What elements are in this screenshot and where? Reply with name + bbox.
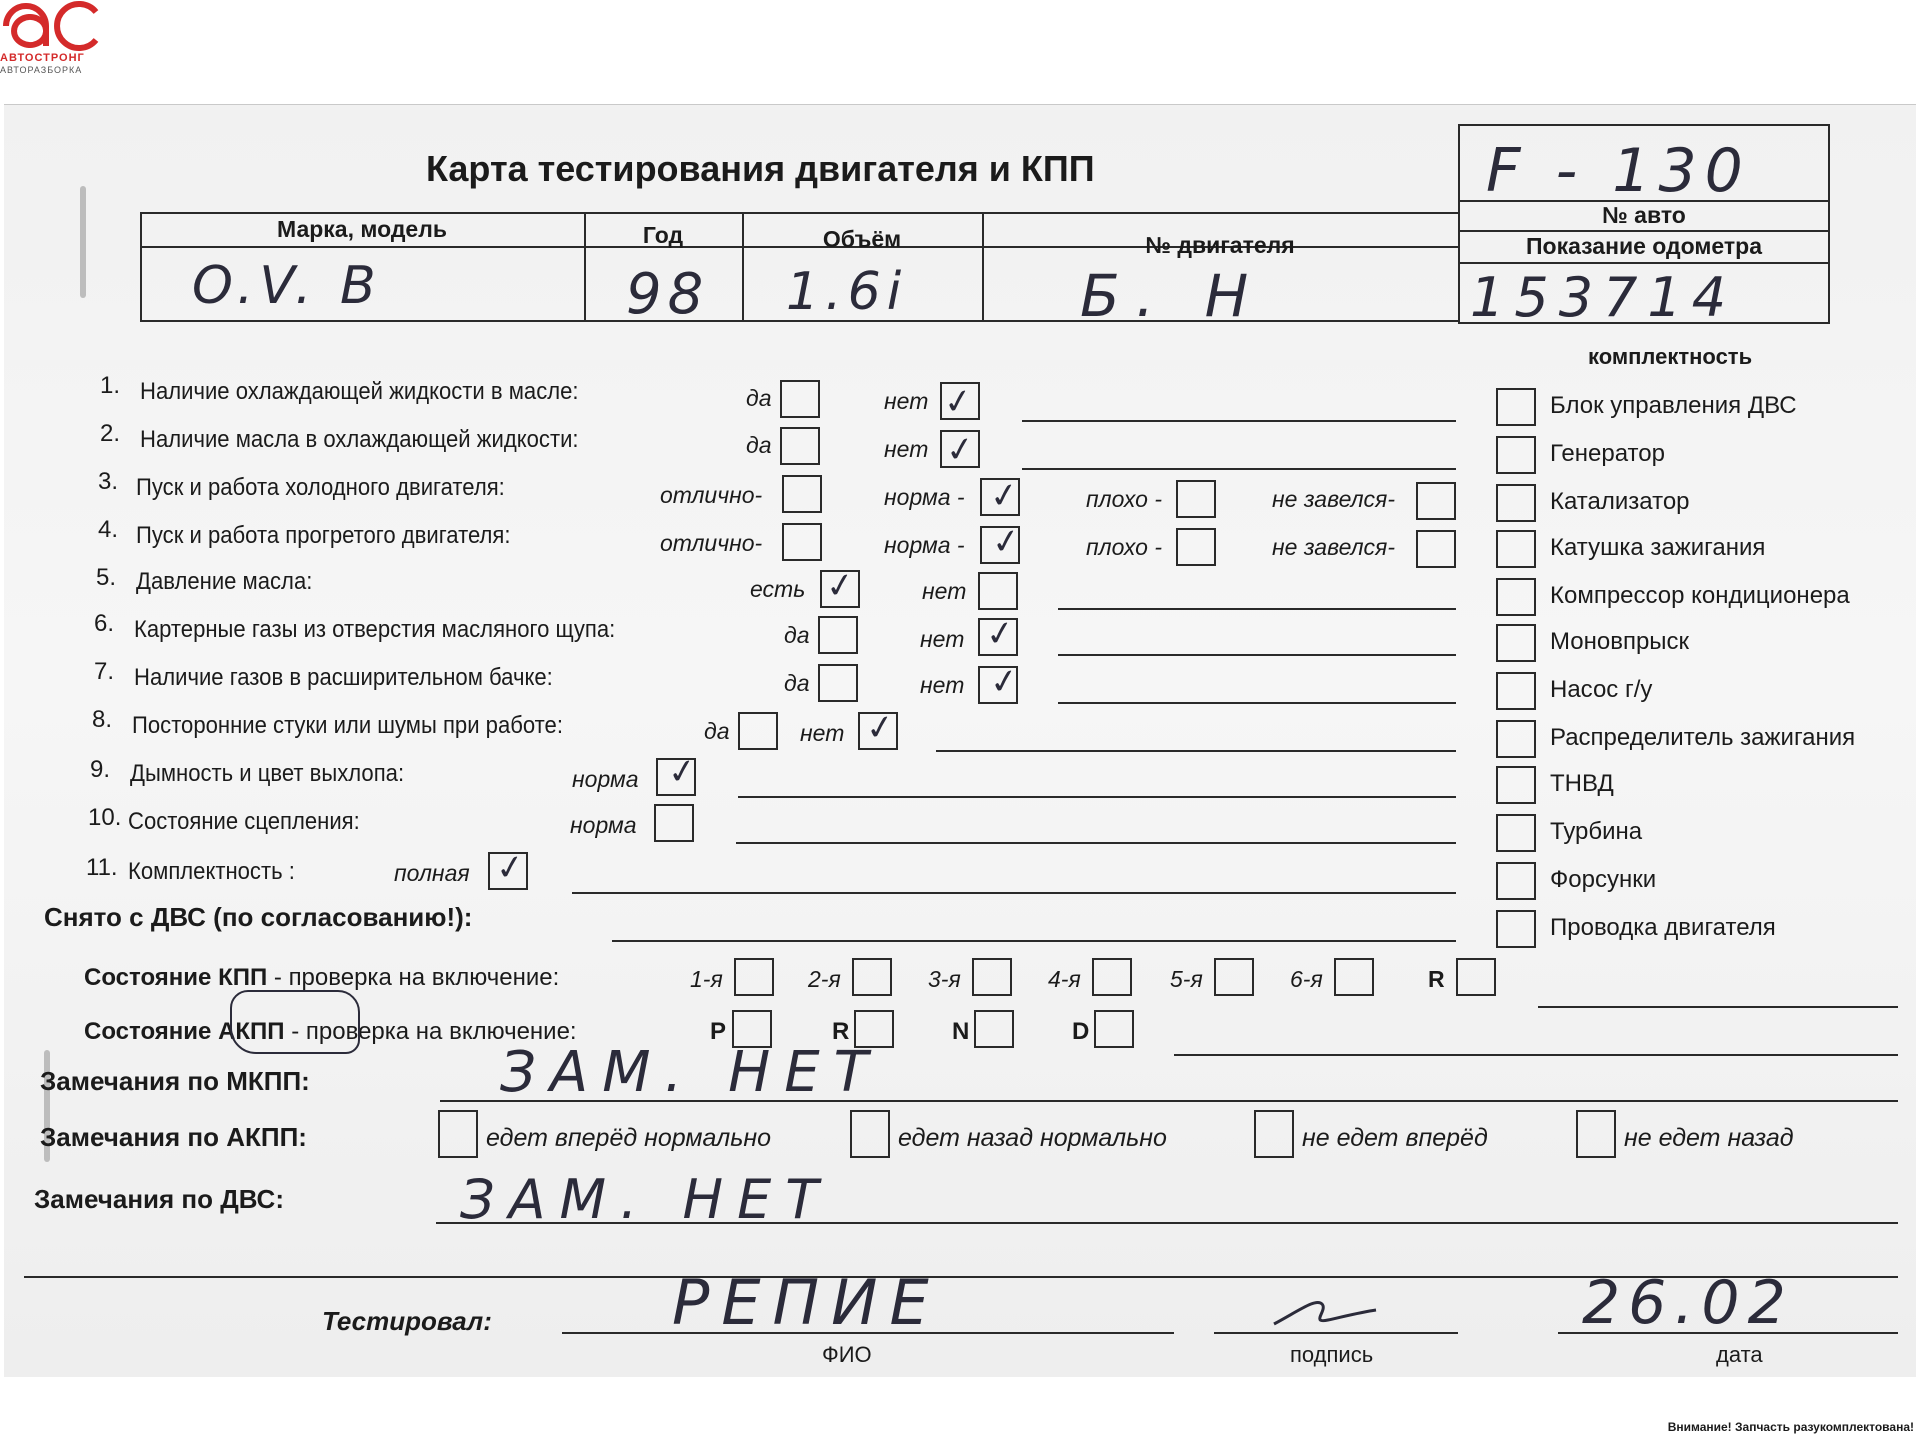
notes-line [1058, 702, 1456, 704]
tick-mark: ✓ [941, 380, 976, 424]
dvs-remarks-line [436, 1222, 1898, 1224]
odometer-label: Показание одометра [1526, 233, 1762, 259]
akpp-remark-checkbox[interactable] [438, 1110, 478, 1158]
akpp-remark-label: едет назад нормально [898, 1124, 1167, 1152]
akpp-mode-label: P [710, 1018, 727, 1045]
form-title: Карта тестирования двигателя и КПП [426, 148, 1095, 189]
akpp-label-bold: Состояние АКПП [84, 1018, 285, 1045]
option-label: норма [572, 766, 639, 792]
akpp-mode-label: R [832, 1018, 850, 1045]
akpp-remark-checkbox[interactable] [850, 1110, 890, 1158]
notes-line [738, 796, 1456, 798]
brand-logo [0, 0, 104, 80]
brand-logo-icon [0, 0, 100, 52]
question-text: Состояние сцепления: [128, 808, 360, 835]
question-text: Посторонние стуки или шумы при работе: [132, 712, 563, 739]
completeness-item-label: Турбина [1550, 818, 1643, 845]
question-number: 11. [86, 854, 118, 881]
question-text: Картерные газы из отверстия масляного щупа: [134, 616, 616, 643]
option-label: нет [922, 578, 967, 604]
kpp-label-bold: Состояние КПП [84, 964, 268, 991]
mkpp-remarks-line [440, 1100, 1898, 1102]
question-number: 2. [100, 420, 121, 447]
notes-line [572, 892, 1456, 894]
tick-mark: ✓ [665, 750, 700, 794]
completeness-checkbox[interactable] [1496, 388, 1536, 426]
question-text: Комплектность : [128, 858, 295, 885]
checkbox-yes[interactable] [780, 427, 820, 465]
tick-mark: ✓ [987, 474, 1022, 518]
gear-label: R [1428, 966, 1445, 992]
question-text: Наличие газов в расширительном бачке: [134, 664, 553, 691]
option-label: да [704, 718, 730, 744]
question-number: 3. [98, 468, 119, 495]
removed-label-note: (по согласованию!): [213, 902, 473, 932]
car-number-value: F - 130 [1486, 136, 1751, 206]
tested-by-label: Тестировал: [322, 1306, 492, 1336]
question-number: 8. [92, 706, 113, 733]
checkbox-yes[interactable] [738, 712, 778, 750]
option-label: норма [570, 812, 637, 838]
akpp-circle-mark [230, 990, 360, 1054]
akpp-mode-label: D [1072, 1018, 1090, 1045]
kpp-label-rest: - проверка на включение: [267, 964, 560, 991]
completeness-item-label: Моновпрыск [1550, 628, 1690, 655]
brand-name: АВТОСТРОНГ [0, 52, 85, 64]
akpp-label-rest: - проверка на включение: [284, 1018, 577, 1045]
car-number-label: № авто [1602, 202, 1686, 228]
question-number: 5. [96, 564, 117, 591]
checkbox-excellent[interactable] [782, 523, 822, 561]
option-label: да [746, 385, 772, 411]
tick-mark: ✓ [823, 564, 858, 608]
odometer-value: 153714 [1470, 266, 1737, 329]
dvs-remarks-value: ЗАМ. НЕТ [460, 1168, 833, 1231]
question-text: Дымность и цвет выхлопа: [130, 760, 405, 787]
tester-name-value: РЕПИЕ [672, 1266, 941, 1339]
checkbox-normal[interactable] [654, 804, 694, 842]
completeness-item-label: Катализатор [1550, 488, 1690, 515]
tick-mark: ✓ [943, 428, 978, 472]
option-label: норма - [884, 532, 965, 558]
completeness-checkbox[interactable] [1496, 484, 1536, 522]
notes-line [936, 750, 1456, 752]
signature-line [1214, 1332, 1458, 1334]
model-header: Марка, модель [277, 216, 447, 242]
gear-checkbox[interactable] [1214, 958, 1254, 996]
tick-mark: ✓ [987, 660, 1022, 704]
option-label: не завелся- [1272, 534, 1396, 560]
model-value: O.V. B [192, 256, 382, 316]
year-header: Год [642, 222, 684, 248]
year-value: 98 [626, 262, 710, 327]
tick-mark: ✓ [493, 846, 528, 890]
option-label: да [784, 670, 810, 696]
akpp-mode-checkbox[interactable] [1094, 1010, 1134, 1048]
signature-caption: подпись [1290, 1342, 1374, 1367]
completeness-item-label: Проводка двигателя [1550, 914, 1776, 941]
dvs-remarks-label: Замечания по ДВС: [34, 1184, 284, 1214]
gear-label: 3-я [928, 966, 961, 992]
removed-label-bold: Снято с ДВС [44, 902, 206, 932]
completeness-checkbox[interactable] [1496, 766, 1536, 804]
gear-checkbox[interactable] [734, 958, 774, 996]
option-label: не завелся- [1272, 486, 1396, 512]
question-number: 7. [94, 658, 115, 685]
gear-label: 6-я [1290, 966, 1323, 992]
completeness-item-label: Катушка зажигания [1550, 534, 1766, 561]
checkbox-absent[interactable] [978, 572, 1018, 610]
mkpp-remarks-value: ЗАМ. НЕТ [500, 1040, 882, 1105]
akpp-remark-checkbox[interactable] [1254, 1110, 1294, 1158]
option-label: нет [884, 436, 929, 462]
question-text: Пуск и работа прогретого двигателя: [136, 522, 511, 549]
completeness-checkbox[interactable] [1496, 578, 1536, 616]
checkbox-not-started[interactable] [1416, 530, 1456, 568]
option-label: плохо - [1086, 486, 1162, 512]
gear-checkbox[interactable] [1456, 958, 1496, 996]
completeness-checkbox[interactable] [1496, 436, 1536, 474]
completeness-checkbox[interactable] [1496, 910, 1536, 948]
question-number: 6. [94, 610, 115, 637]
akpp-remark-label: едет вперёд нормально [486, 1124, 772, 1152]
engine-no-header: № двигателя [1145, 232, 1295, 258]
akpp-remarks-label: Замечания по АКПП: [40, 1122, 307, 1152]
signature-icon [1270, 1290, 1380, 1330]
gear-label: 1-я [690, 966, 723, 992]
checkbox-excellent[interactable] [782, 475, 822, 513]
checkbox-bad[interactable] [1176, 528, 1216, 566]
date-value: 26.02 [1582, 1268, 1794, 1338]
notes-line [1022, 468, 1456, 470]
question-number: 10. [88, 804, 122, 831]
date-caption: дата [1716, 1342, 1763, 1367]
engine-no-value: Б. Н [1080, 262, 1265, 330]
option-label: нет [800, 720, 845, 746]
date-line [1558, 1332, 1898, 1334]
completeness-checkbox[interactable] [1496, 814, 1536, 852]
akpp-remark-checkbox[interactable] [1576, 1110, 1616, 1158]
volume-header: Объём [822, 226, 902, 252]
option-label: да [746, 432, 772, 458]
staple-mark [80, 186, 86, 298]
tick-mark: ✓ [983, 612, 1018, 656]
option-label: отлично- [660, 482, 763, 508]
notice-text: Внимание! Запчасть разукомплектована! [1667, 1420, 1914, 1434]
fio-line [562, 1332, 1174, 1334]
akpp-remark-label: не едет вперёд [1302, 1124, 1488, 1152]
option-label: отлично- [660, 530, 763, 556]
notes-line [1058, 608, 1456, 610]
completeness-title: комплектность [1588, 344, 1753, 369]
tick-mark: ✓ [863, 706, 898, 750]
question-text: Наличие охлаждающей жидкости в масле: [140, 378, 579, 405]
gear-checkbox[interactable] [852, 958, 892, 996]
kpp-label [84, 964, 559, 992]
notes-line [736, 842, 1456, 844]
completeness-checkbox[interactable] [1496, 530, 1536, 568]
completeness-item-label: Форсунки [1550, 866, 1657, 893]
checkbox-bad[interactable] [1176, 480, 1216, 518]
gear-checkbox[interactable] [1334, 958, 1374, 996]
completeness-item-label: ТНВД [1550, 770, 1614, 797]
checkbox-not-started[interactable] [1416, 482, 1456, 520]
checkbox-yes[interactable] [780, 380, 820, 418]
completeness-checkbox[interactable] [1496, 720, 1536, 758]
completeness-item-label: Насос г/у [1550, 676, 1653, 703]
gear-checkbox[interactable] [972, 958, 1012, 996]
notes-line [1022, 420, 1456, 422]
completeness-checkbox[interactable] [1496, 862, 1536, 900]
akpp-mode-label: N [952, 1018, 970, 1045]
tick-mark: ✓ [989, 520, 1024, 564]
completeness-checkbox[interactable] [1496, 672, 1536, 710]
checkbox-yes[interactable] [818, 664, 858, 702]
completeness-item-label: Компрессор кондиционера [1550, 582, 1850, 609]
kpp-line [1538, 1006, 1898, 1008]
option-label: да [784, 622, 810, 648]
checkbox-yes[interactable] [818, 616, 858, 654]
completeness-checkbox[interactable] [1496, 624, 1536, 662]
akpp-line [1174, 1054, 1898, 1056]
option-label: нет [920, 672, 965, 698]
completeness-item-label: Блок управления ДВС [1550, 392, 1797, 419]
question-text: Давление масла: [136, 568, 313, 595]
question-text: Наличие масла в охлаждающей жидкости: [140, 426, 579, 453]
option-label: полная [394, 860, 470, 886]
question-number: 1. [100, 372, 121, 399]
signature-mark [1270, 1290, 1380, 1330]
akpp-remark-label: не едет назад [1624, 1124, 1794, 1152]
gear-label: 5-я [1170, 966, 1203, 992]
removed-label [44, 902, 472, 933]
question-text: Пуск и работа холодного двигателя: [136, 474, 505, 501]
notes-line [1058, 654, 1456, 656]
volume-value: 1.6i [786, 262, 908, 322]
option-label: нет [920, 626, 965, 652]
option-label: плохо - [1086, 534, 1162, 560]
option-label: есть [750, 576, 806, 602]
mkpp-remarks-label: Замечания по МКПП: [40, 1066, 310, 1096]
brand-tagline: АВТОРАЗБОРКА [0, 65, 83, 75]
gear-label: 4-я [1048, 966, 1081, 992]
removed-line [612, 940, 1456, 942]
option-label: норма - [884, 484, 965, 510]
question-number: 9. [90, 756, 111, 783]
completeness-item-label: Генератор [1550, 440, 1665, 467]
question-number: 4. [98, 516, 119, 543]
completeness-item-label: Распределитель зажигания [1550, 724, 1856, 751]
fio-caption: ФИО [822, 1342, 872, 1367]
gear-label: 2-я [808, 966, 841, 992]
akpp-mode-checkbox[interactable] [974, 1010, 1014, 1048]
option-label: нет [884, 388, 929, 414]
gear-checkbox[interactable] [1092, 958, 1132, 996]
